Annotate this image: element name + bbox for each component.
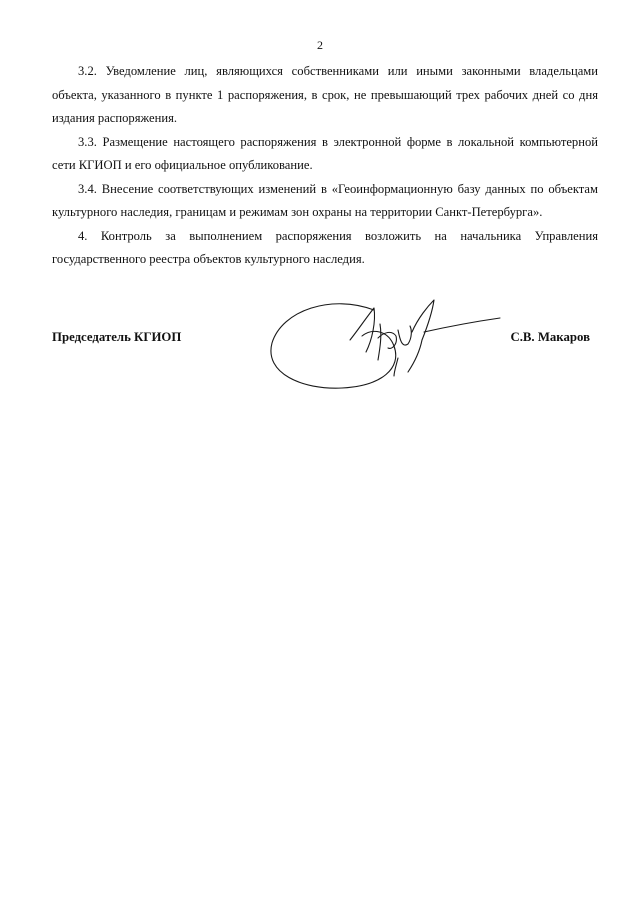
signature-block	[52, 330, 598, 350]
page-number: 2	[317, 38, 323, 52]
paragraph-4: 4. Контроль за выполнением распоряжения возложить на начальника Управления государственного реестра объектов культурного наследия.	[52, 228, 598, 266]
paragraph-3-3: 3.3. Размещение настоящего распоряжения в электронной форме в локальной компьютерной сети КГИОП и его официальное опубликование.	[52, 134, 598, 172]
signer-name: С.В. Макаров	[510, 330, 590, 344]
paragraph-3-2: 3.2. Уведомление лиц, являющихся собственниками или иными законными владельцами объекта, указанного в пункте 1 распоряжения, в срок, не превышающий трех рабочих дней со дня издания распоряжения.	[52, 64, 598, 125]
signature-flick	[394, 358, 398, 376]
document-body	[52, 60, 598, 272]
paragraph-3-4: 3.4. Внесение соответствующих изменений в «Геоинформационную базу данных по объектам культурного наследия, границам и режимам зон охраны на территории Санкт-Петербурга».	[52, 181, 598, 219]
signer-title: Председатель КГИОП	[52, 330, 182, 344]
